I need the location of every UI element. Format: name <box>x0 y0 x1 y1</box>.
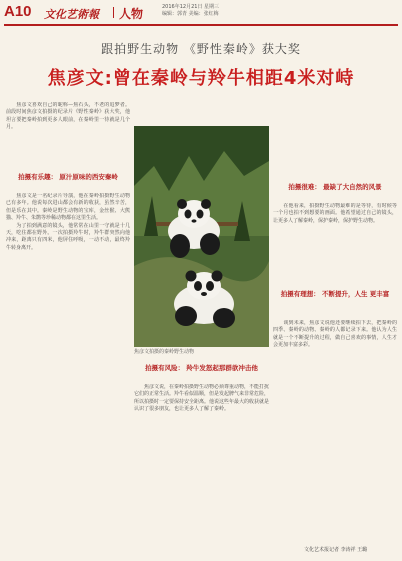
section-body-2: 焦彦文说，在秦岭拍摄野生动物必须尊重动物，不能打扰它们的正常生活。羚牛看似温顺，但是发起脾气来非常危险，所以拍摄时一定要保持安全距离。他说这些年最大的收获就是认识了很多朋友，也让更多人了解了秦岭。 <box>134 384 269 413</box>
panda-photo-illustration <box>134 126 269 347</box>
newspaper-name: 文化艺術報 <box>44 8 99 21</box>
editor-text: 编辑：郭青 美编：张红梅 <box>162 11 219 17</box>
section-heading-4: 拍摄有理想： 不断提升，人生 更丰富 <box>280 290 390 298</box>
masthead <box>0 0 402 24</box>
section-body-4: 谈到未来，焦彦文说他还要继续拍下去，把秦岭的四季、秦岭的动物、秦岭的人都记录下来。他认为人生就是一个不断提升的过程，做自己喜欢的事情，人生才会更加丰富多彩。 <box>273 320 397 349</box>
section-heading-3: 拍摄很难： 最缺了大自然的风景 <box>288 183 382 191</box>
lead-paragraph: 焦彦文喜欢自己的昵称—焦石头，不老的追梦者。前段时间焦彦文拍摄的纪录片《野性秦岭》获大奖，他坦言要把秦岭拍到更多人眼前，在秦岭里一待就是几个月。 <box>6 102 130 131</box>
section-label: 人物 <box>119 7 144 21</box>
article-photo <box>134 126 269 347</box>
headline: 焦彦文:曾在秦岭与羚牛相距4米对峙 <box>47 68 355 89</box>
page-number: A10 <box>4 3 32 20</box>
section-body-1: 焦彦文是一名纪录片导演，他在秦岭拍摄野生动物已有多年。他说每次进山都会有新的收获，虽然辛苦，但是乐在其中。秦岭是野生动物的宝库，金丝猴、大熊猫、羚牛、朱鹮等珍稀动物都在这里生活。 为了拍到满意的镜头，他常常在山里一守就是十几天，吃住都在野外。一次拍摄羚牛时，羚牛群突然向他冲来，距离只有四米，他屏住呼吸，一动不动，最终羚牛转身离开。 <box>6 193 130 251</box>
section-heading-2: 拍摄有风险： 羚牛发怒起那群欲冲击他 <box>145 364 258 372</box>
photo-caption: 焦彦文拍摄的秦岭野生动物 <box>134 349 195 355</box>
kicker: 跟拍野生动物 《野性秦岭》获大奖 <box>101 42 301 56</box>
masthead-rule <box>4 24 398 26</box>
masthead-divider <box>113 7 114 18</box>
date-text: 2016年12月21日 星期三 <box>162 4 220 10</box>
dateline <box>162 4 219 18</box>
section-body-3: 在他看来，拍摄野生动物最难的是等待，有时候等一个月也拍不到想要的画面。他希望通过自己的镜头，让更多人了解秦岭，保护秦岭，保护野生动物。 <box>273 203 397 224</box>
reporter-byline: 文化艺术报记者 李涛祥 王璐 <box>304 547 368 553</box>
section-heading-1: 拍摄有乐趣： 原汁原味的西安秦岭 <box>18 173 118 181</box>
